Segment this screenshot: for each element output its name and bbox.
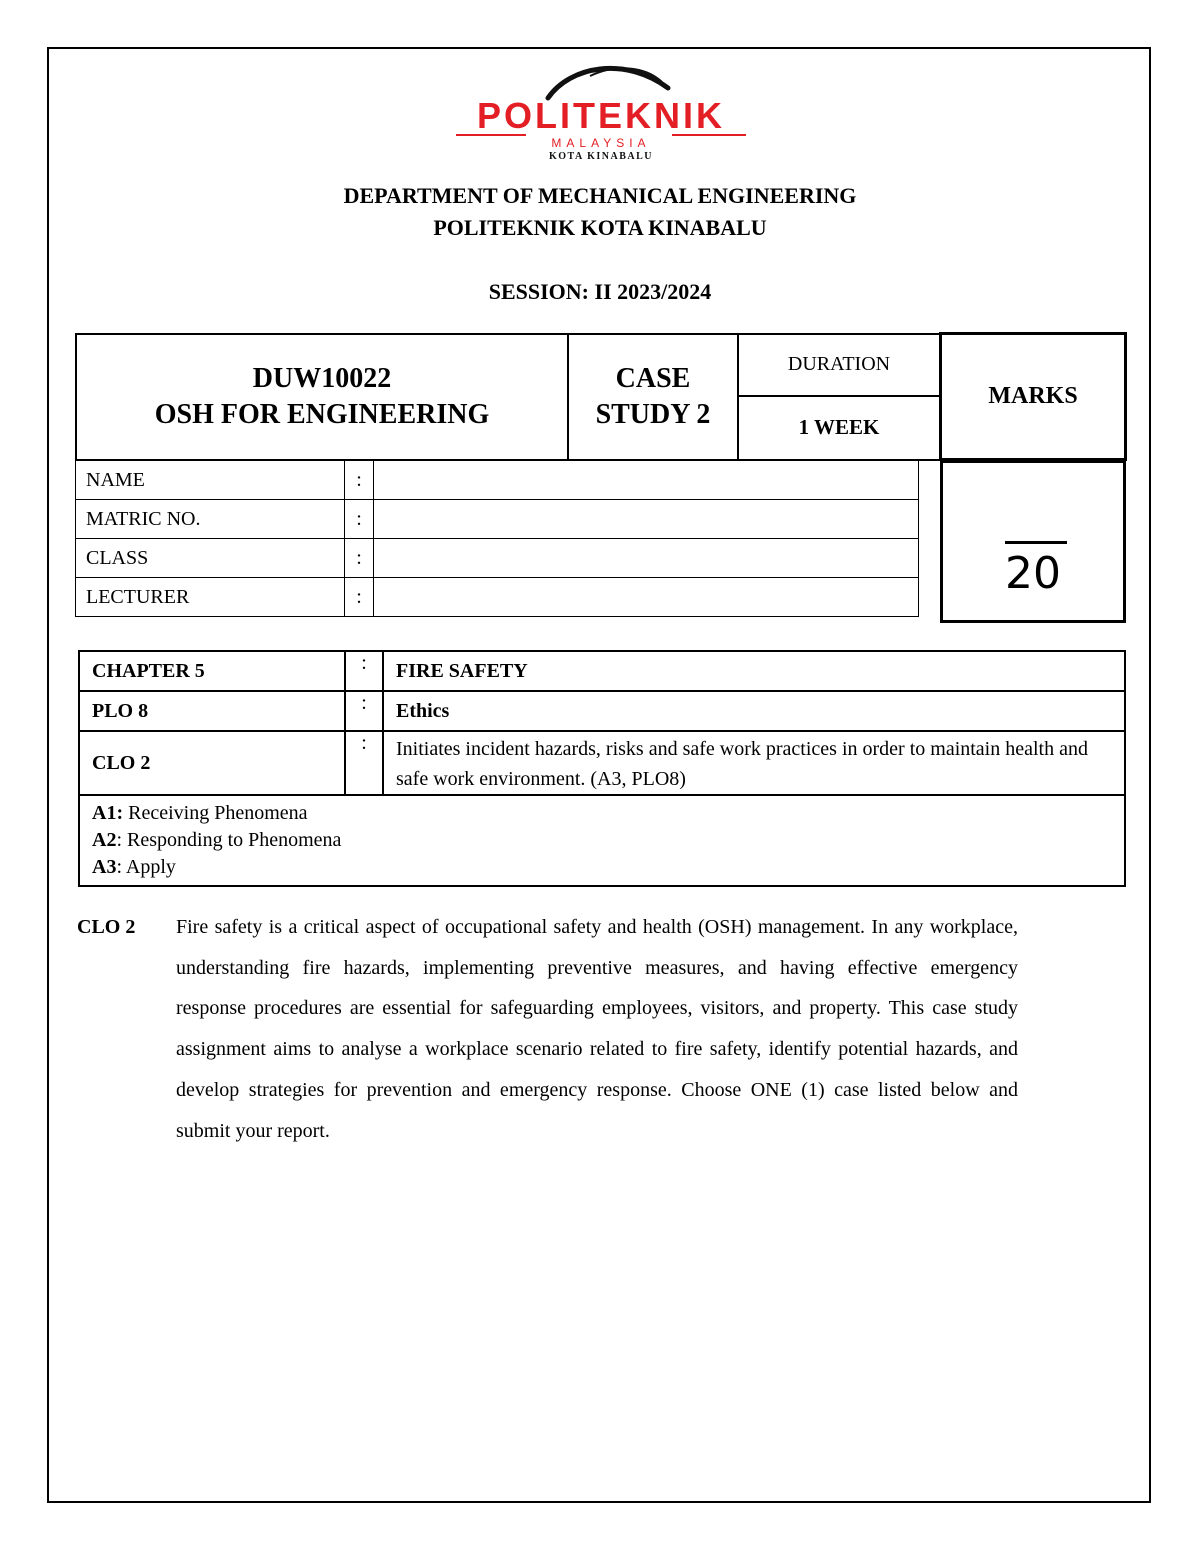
assessment-type-cell (568, 334, 738, 460)
colon: : (345, 539, 374, 578)
chapter-label: CHAPTER 5 (79, 651, 345, 691)
department-title: DEPARTMENT OF MECHANICAL ENGINEERING (343, 183, 857, 208)
colon: : (345, 578, 374, 617)
domain-code: A2 (92, 829, 117, 851)
colon: : (345, 461, 374, 500)
domain-item-a2 (92, 827, 1124, 854)
assessment-type-line2: STUDY 2 (595, 398, 711, 430)
session-title: SESSION: II 2023/2024 (488, 279, 712, 304)
matric-label: MATRIC NO. (76, 500, 345, 539)
marks-label: MARKS (941, 334, 1126, 460)
domain-text: Receiving Phenomena (123, 802, 308, 824)
lecturer-field[interactable] (374, 578, 919, 617)
student-info-table (75, 460, 919, 617)
assessment-type-line1: CASE (615, 362, 691, 394)
plo-label: PLO 8 (79, 691, 345, 731)
marks-box (940, 460, 1126, 623)
total-marks: 20 (1005, 548, 1061, 599)
assessment-header-table (75, 332, 1127, 461)
logo-wordmark: POLITEKNIK (476, 95, 725, 136)
clo-label: CLO 2 (79, 731, 345, 795)
colon: : (345, 731, 383, 795)
student-info-row (76, 461, 919, 500)
colon: : (345, 691, 383, 731)
class-field[interactable] (374, 539, 919, 578)
learning-outcomes-table (78, 650, 1126, 887)
student-info-row (76, 500, 919, 539)
table-row (79, 691, 1125, 731)
domain-code: A3 (92, 856, 117, 878)
domain-item-a3 (92, 854, 1124, 881)
domain-text: : Responding to Phenomena (116, 829, 342, 851)
affective-domain-legend (79, 795, 1125, 886)
domain-text: : Apply (116, 856, 176, 878)
colon: : (345, 651, 383, 691)
table-row (79, 651, 1125, 691)
domain-code: A1: (92, 802, 124, 824)
case-study-paragraph: Fire safety is a critical aspect of occupational safety and health (OSH) management. In any workplace, understanding fire hazards, implementing preventive measures, and having effective emergency response procedures are essential for safeguarding employees, visitors, and property. This case study assignment aims to analyse a workplace scenario related to fire safety, identify potential hazards, and develop strategies for prevention and emergency response. Choose ONE (1) case listed below and submit your report. (176, 916, 1018, 1142)
lecturer-label: LECTURER (76, 578, 345, 617)
matric-field[interactable] (374, 500, 919, 539)
score-blank-line (1005, 541, 1067, 544)
table-row (79, 731, 1125, 795)
body-clo-label: CLO 2 (77, 916, 136, 938)
institution-title: POLITEKNIK KOTA KINABALU (433, 215, 767, 240)
plo-value: Ethics (383, 691, 1125, 731)
class-label: CLASS (76, 539, 345, 578)
clo-value: Initiates incident hazards, risks and safe work practices in order to maintain health and safe work environment. (A3, PLO8) (383, 731, 1125, 795)
duration-value: 1 WEEK (738, 396, 941, 460)
table-row (79, 795, 1125, 886)
student-info-row (76, 578, 919, 617)
domain-item-a1 (92, 800, 1124, 827)
course-code: DUW10022 (252, 362, 392, 394)
duration-label: DURATION (738, 334, 941, 396)
logo-country: MALAYSIA (551, 136, 651, 150)
logo-campus: KOTA KINABALU (548, 151, 654, 162)
politeknik-logo (440, 58, 760, 163)
name-field[interactable] (374, 461, 919, 500)
colon: : (345, 500, 374, 539)
name-label: NAME (76, 461, 345, 500)
student-info-row (76, 539, 919, 578)
course-cell (76, 334, 568, 460)
chapter-value: FIRE SAFETY (383, 651, 1125, 691)
course-name: OSH FOR ENGINEERING (154, 398, 490, 430)
